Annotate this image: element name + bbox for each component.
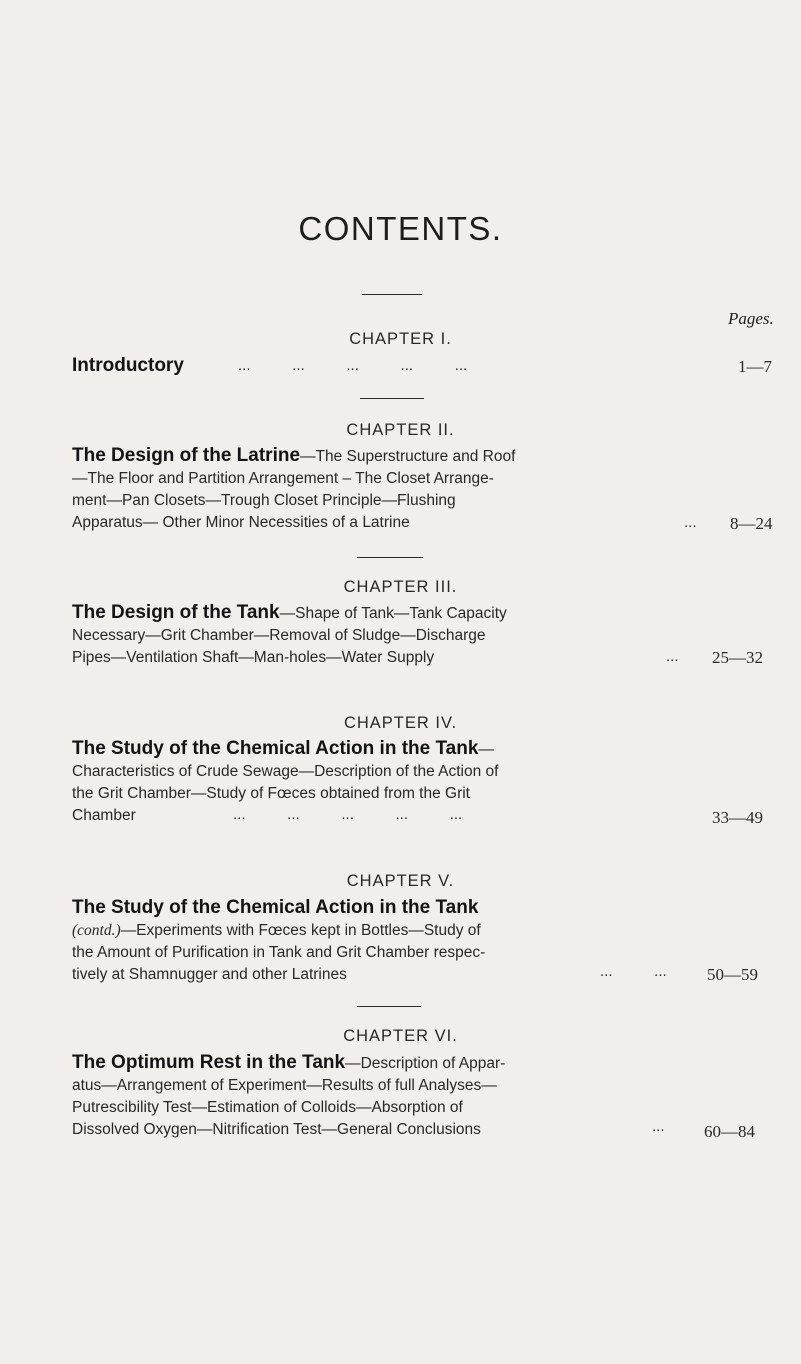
chapter-6-lead: —Description of Appar- (345, 1055, 506, 1072)
chapter-1-dots: ... ... ... ... ... (238, 357, 468, 374)
chapter-2-label: CHAPTER II. (346, 421, 455, 439)
chapter-5-label: CHAPTER V. (346, 872, 455, 890)
chapter-3-lead: —Shape of Tank—Tank Capacity (279, 605, 507, 622)
chapter-5-contd: (contd.) (72, 922, 121, 939)
chapter-6-heading: The Optimum Rest in the Tank (72, 1052, 346, 1073)
chapter-2-line-3: Apparatus— Other Minor Necessities of a Latrine (72, 514, 410, 531)
chapter-1-heading: Introductory (72, 355, 184, 376)
pages-column-header: Pages. (728, 309, 774, 328)
chapter-6-line-2: Putrescibility Test—Estimation of Colloids—Absorption of (72, 1099, 463, 1116)
chapter-3-line-1: Necessary—Grit Chamber—Removal of Sludge—Discharge (72, 627, 486, 644)
chapter-5-pages: 50—59 (707, 965, 758, 984)
chapter-1-rule (360, 398, 424, 399)
chapter-4-dots: ... ... ... ... ... (233, 806, 463, 823)
chapter-5-line-3: tively at Shamnugger and other Latrines (72, 966, 347, 983)
chapter-5-line-1: —Experiments with Fœces kept in Bottles—Study of (120, 922, 481, 939)
chapter-4-line-3: Chamber (72, 807, 136, 824)
chapter-3-entry (72, 602, 722, 669)
chapter-6-pages: 60—84 (704, 1122, 755, 1141)
chapter-3-dots: ... (666, 648, 679, 665)
chapter-3-label: CHAPTER III. (343, 578, 458, 596)
chapter-2-lead: —The Superstructure and Roof (300, 448, 516, 465)
chapter-1-pages: 1—7 (738, 357, 772, 376)
chapter-2-line-1: —The Floor and Partition Arrangement – The Closet Arrange- (72, 470, 494, 487)
chapter-4-label: CHAPTER IV. (343, 714, 458, 732)
chapter-5-line-2: the Amount of Purification in Tank and Grit Chamber respec- (72, 944, 486, 961)
chapter-4-line-1: Characteristics of Crude Sewage—Description of the Action of (72, 763, 499, 780)
chapter-3-line-2: Pipes—Ventilation Shaft—Man-holes—Water Supply (72, 649, 435, 666)
chapter-5-rule (357, 1006, 421, 1007)
chapter-4-pages: 33—49 (712, 808, 763, 827)
chapter-2-entry (72, 445, 722, 534)
chapter-2-line-2: ment—Pan Closets—Trough Closet Principle—Flushing (72, 492, 456, 509)
chapter-6-line-1: atus—Arrangement of Experiment—Results of full Analyses— (72, 1077, 497, 1094)
chapter-1-label: CHAPTER I. (349, 330, 452, 348)
title-rule (362, 294, 422, 295)
chapter-2-heading: The Design of the Latrine (72, 445, 301, 466)
chapter-4-line-2: the Grit Chamber—Study of Fœces obtained from the Grit (72, 785, 470, 802)
chapter-4-heading: The Study of the Chemical Action in the Tank (72, 738, 479, 759)
chapter-6-label: CHAPTER VI. (343, 1027, 458, 1045)
chapter-3-pages: 25—32 (712, 648, 763, 667)
chapter-4-lead: — (478, 741, 494, 758)
chapter-6-dots: ... (652, 1118, 665, 1135)
chapter-3-heading: The Design of the Tank (72, 602, 280, 623)
chapter-5-dots: ... ... (600, 963, 667, 980)
chapter-6-entry (72, 1052, 722, 1141)
chapter-5-heading: The Study of the Chemical Action in the Tank (72, 897, 479, 918)
chapter-2-pages: 8—24 (730, 514, 773, 533)
chapter-6-line-3: Dissolved Oxygen—Nitrification Test—General Conclusions (72, 1121, 481, 1138)
chapter-2-dots: ... (684, 514, 697, 531)
page-title: CONTENTS. (298, 210, 503, 247)
chapter-2-rule (357, 557, 423, 558)
